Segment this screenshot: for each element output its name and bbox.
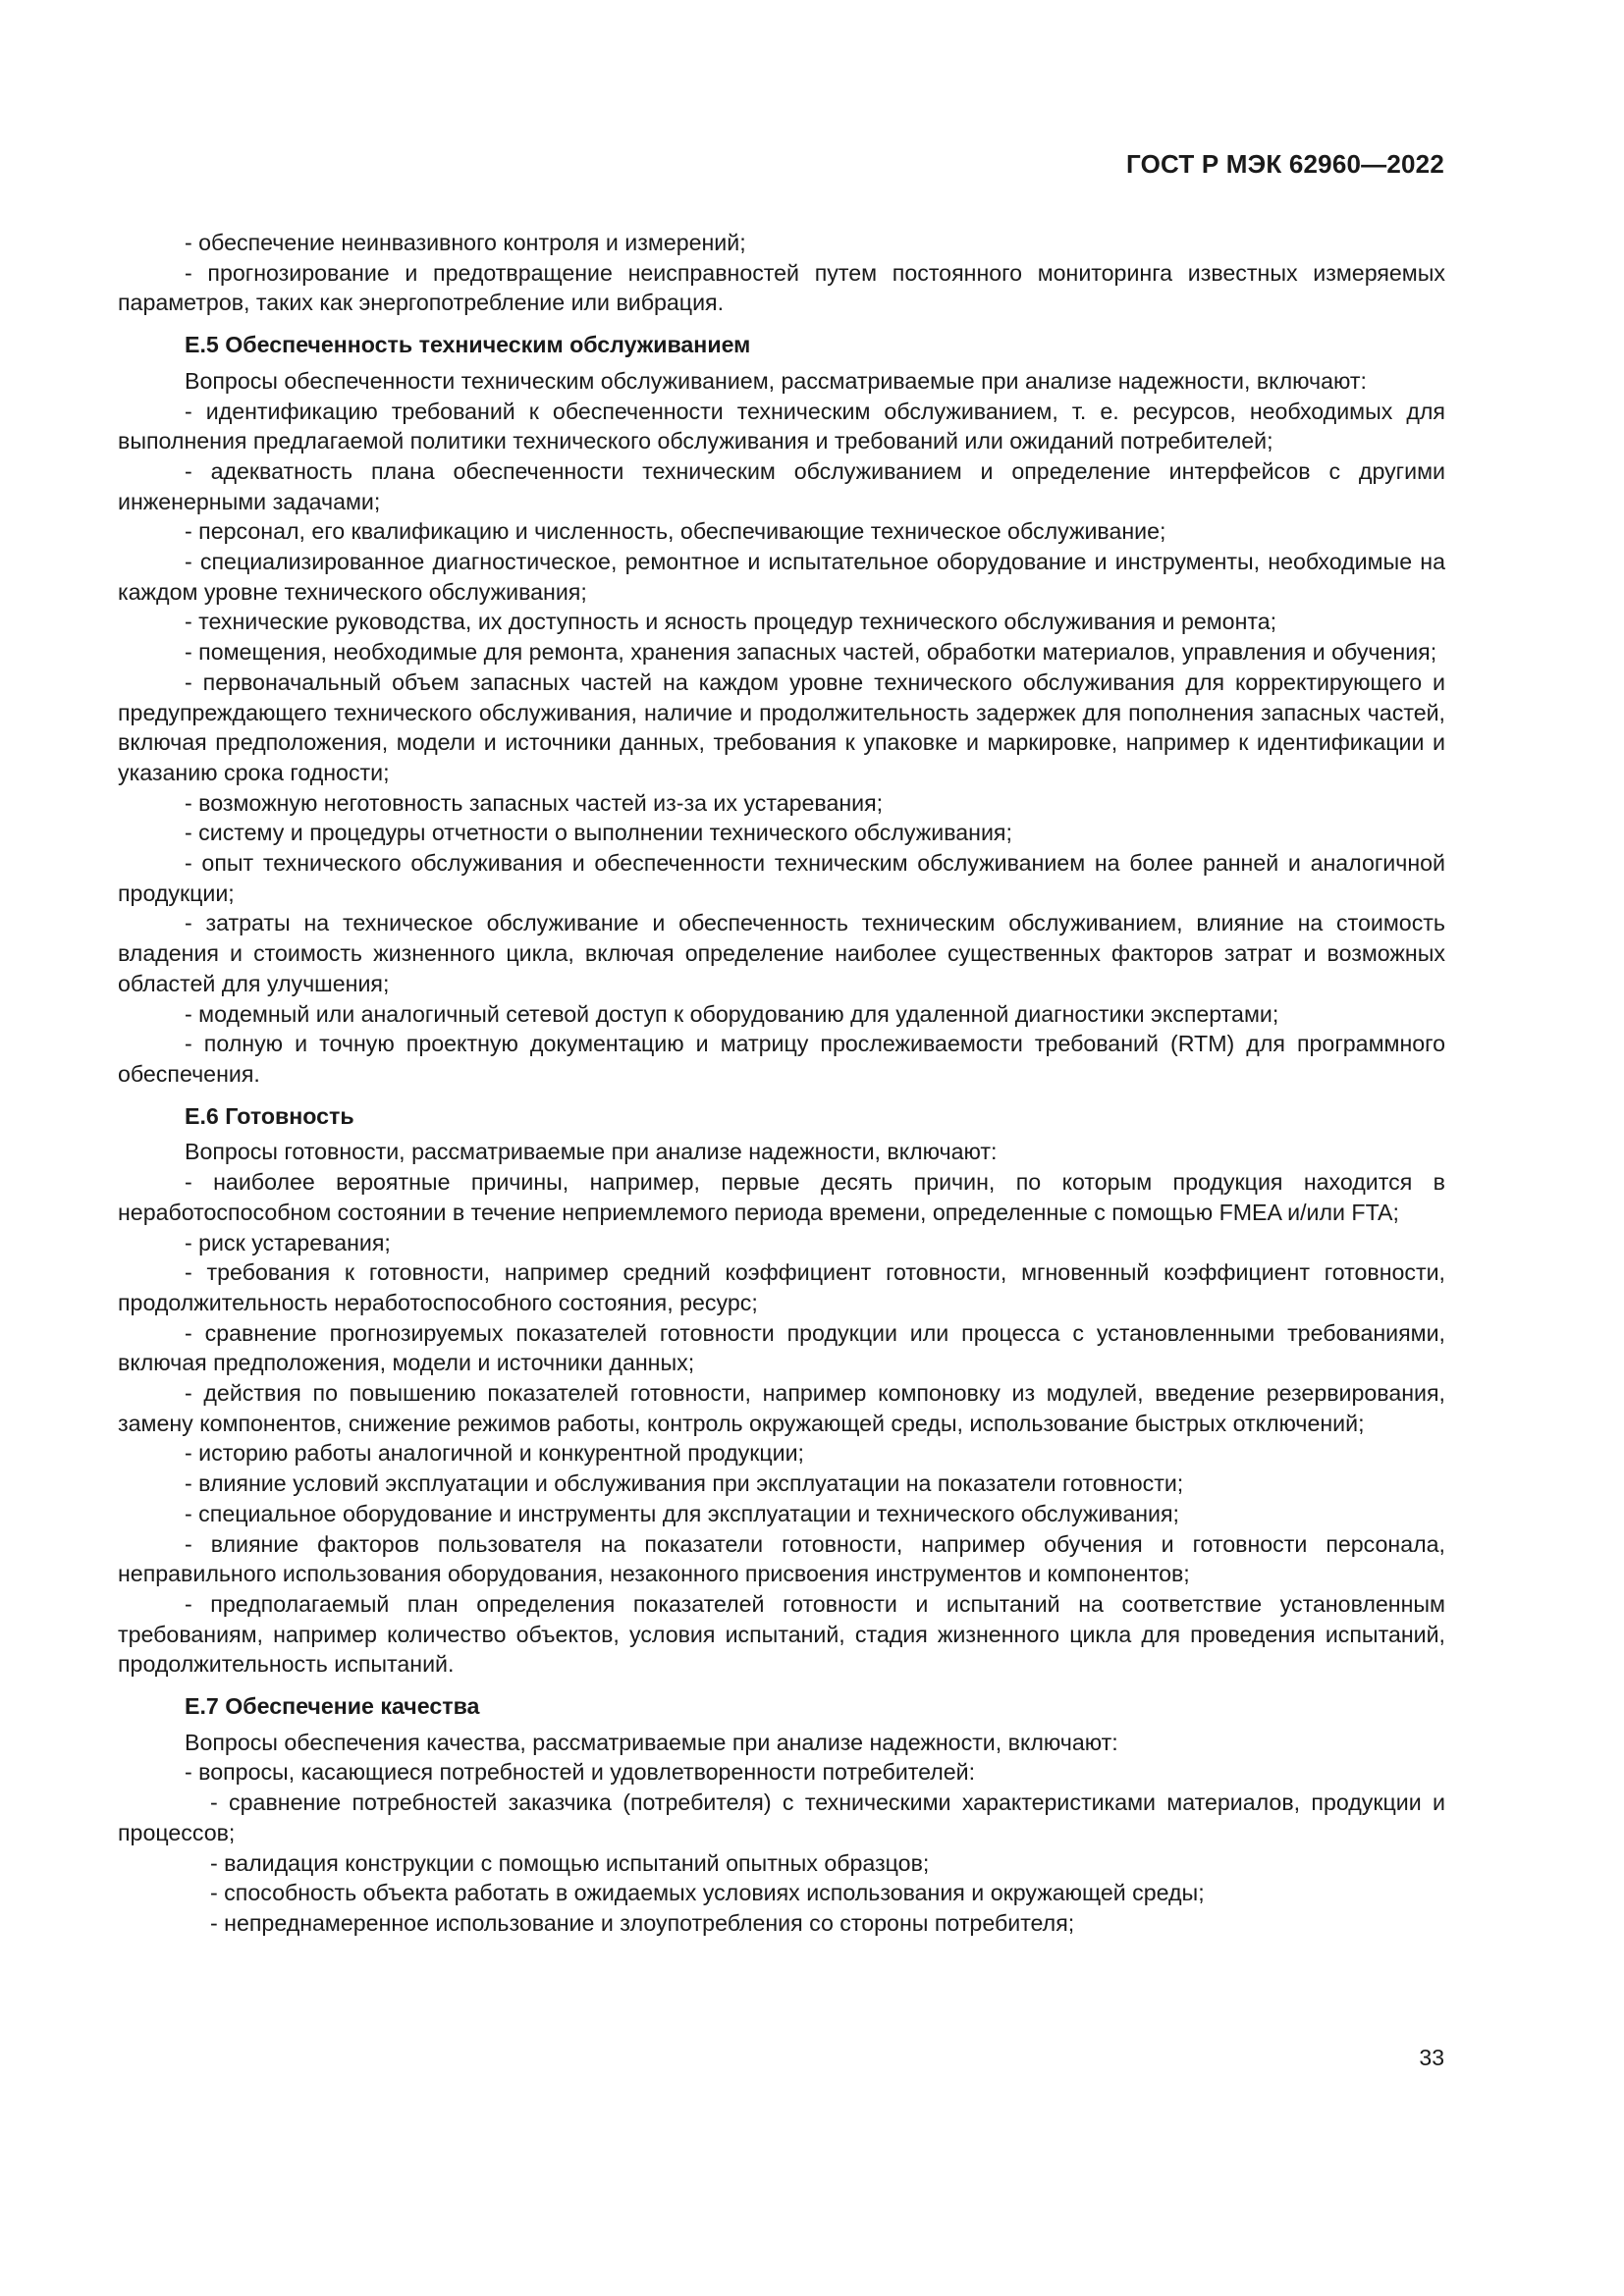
page-number: 33 <box>1419 2045 1444 2070</box>
list-item: - действия по повышению показателей готовности, например компоновку из модулей, введение резервирования, замену компонентов, снижение режимов работы, контроль окружающей среды, использование быстрых отключений; <box>118 1380 1445 1436</box>
list-item: - обеспечение неинвазивного контроля и измерений; <box>185 230 746 255</box>
list-item: - влияние факторов пользователя на показатели готовности, например обучения и готовности персонала, неправильного использования оборудования, незаконного присвоения инструментов и компонентов; <box>118 1530 1445 1587</box>
list-item: - предполагаемый план определения показателей готовности и испытаний на соответствие установленным требованиям, например количество объектов, условия испытаний, стадия жизненного цикла для проведения испытаний, продолжительность испытаний. <box>118 1590 1445 1678</box>
section-intro: Вопросы готовности, рассматриваемые при анализе надежности, включают: <box>185 1139 998 1165</box>
list-item: - специальное оборудование и инструменты для эксплуатации и технического обслуживания; <box>185 1500 1179 1526</box>
list-item: - риск устаревания; <box>185 1229 391 1255</box>
list-item: - систему и процедуры отчетности о выполнении технического обслуживания; <box>185 820 1012 846</box>
list-item: - персонал, его квалификацию и численность, обеспечивающие техническое обслуживание; <box>185 518 1166 545</box>
sub-list-item: - способность объекта работать в ожидаемых условиях использования и окружающей среды; <box>210 1880 1205 1906</box>
sub-list-item: - валидация конструкции с помощью испытаний опытных образцов; <box>210 1849 930 1876</box>
list-item: - наиболее вероятные причины, например, первые десять причин, по которым продукция находится в неработоспособном состоянии в течение неприемлемого периода времени, определенные с помощью FMEA и/или FTA; <box>118 1169 1445 1225</box>
list-item: - прогнозирование и предотвращение неисправностей путем постоянного мониторинга известных измеряемых параметров, таких как энергопотребление или вибрация. <box>118 259 1445 316</box>
list-item: - специализированное диагностическое, ремонтное и испытательное оборудование и инструменты, необходимые на каждом уровне технического обслуживания; <box>118 549 1445 605</box>
list-item: - идентификацию требований к обеспеченности техническим обслуживанием, т. е. ресурсов, необходимых для выполнения предлагаемой политики технического обслуживания и требований или ожиданий потребителей; <box>118 398 1445 454</box>
list-item: - вопросы, касающиеся потребностей и удовлетворенности потребителей: <box>185 1759 976 1786</box>
list-item: - требования к готовности, например средний коэффициент готовности, мгновенный коэффициент готовности, продолжительность неработоспособного состояния, ресурс; <box>118 1259 1445 1315</box>
list-item: - сравнение прогнозируемых показателей готовности продукции или процесса с установленными требованиями, включая предположения, модели и источники данных; <box>118 1319 1445 1376</box>
list-item: - опыт технического обслуживания и обеспеченности техническим обслуживанием на более ранней и аналогичной продукции; <box>118 850 1445 906</box>
list-item: - первоначальный объем запасных частей на каждом уровне технического обслуживания для корректирующего и предупреждающего технического обслуживания, наличие и продолжительность задержек для пополнения запасных частей, включая предположения, модели и источники данных, требования к упаковке и маркировке, например к идентификации и указанию срока годности; <box>118 668 1445 785</box>
sub-list-item: - сравнение потребностей заказчика (потребителя) с техническими характеристиками материалов, продукции и процессов; <box>118 1789 1445 1845</box>
section-heading-e6: E.6 Готовность <box>185 1102 354 1129</box>
list-item: - влияние условий эксплуатации и обслуживания при эксплуатации на показатели готовности; <box>185 1470 1184 1497</box>
section-heading-e5: E.5 Обеспеченность техническим обслуживанием <box>185 332 751 358</box>
list-item: - затраты на техническое обслуживание и обеспеченность техническим обслуживанием, влияние на стоимость владения и стоимость жизненного цикла, включая определение наиболее существенных факторов затрат и возможных областей для улучшения; <box>118 910 1445 996</box>
list-item: - технические руководства, их доступность и ясность процедур технического обслуживания и ремонта; <box>185 609 1277 635</box>
list-item: - возможную неготовность запасных частей из-за их устаревания; <box>185 789 884 816</box>
section-heading-e7: E.7 Обеспечение качества <box>185 1693 480 1720</box>
list-item: - историю работы аналогичной и конкурентной продукции; <box>185 1440 804 1467</box>
list-item: - полную и точную проектную документацию и матрицу прослеживаемости требований (RTM) для программного обеспечения. <box>118 1031 1445 1087</box>
document-body <box>118 228 1445 1939</box>
list-item: - помещения, необходимые для ремонта, хранения запасных частей, обработки материалов, управления и обучения; <box>185 639 1437 666</box>
list-item: - модемный или аналогичный сетевой доступ к оборудованию для удаленной диагностики экспертами; <box>185 1000 1279 1027</box>
standard-header: ГОСТ Р МЭК 62960—2022 <box>1125 149 1444 179</box>
section-intro: Вопросы обеспечения качества, рассматриваемые при анализе надежности, включают: <box>185 1729 1118 1755</box>
list-item: - адекватность плана обеспеченности техническим обслуживанием и определение интерфейсов с другими инженерными задачами; <box>118 457 1445 514</box>
section-intro: Вопросы обеспеченности техническим обслуживанием, рассматриваемые при анализе надежности, включают: <box>185 367 1367 394</box>
sub-list-item: - непреднамеренное использование и злоупотребления со стороны потребителя; <box>210 1909 1075 1936</box>
